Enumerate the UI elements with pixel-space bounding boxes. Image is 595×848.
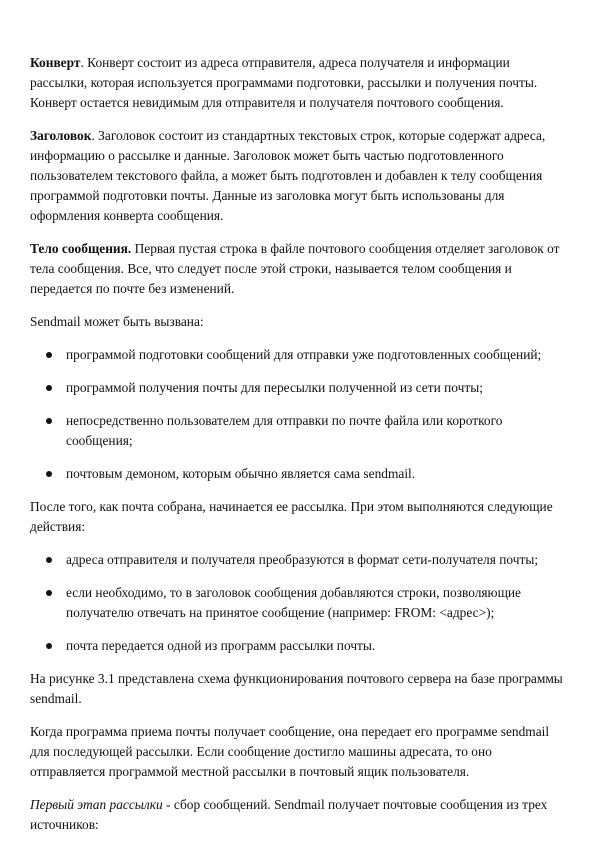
first-stage-paragraph	[30, 795, 566, 835]
actions-list-item: если необходимо, то в заголовок сообщения добавляются строки, позволяющие получателю отвечать на принятое сообщение (например: FROM: <адрес>);	[30, 583, 566, 623]
invocation-list-item: непосредственно пользователем для отправки по почте файла или короткого сообщения;	[30, 411, 566, 451]
envelope-text: . Конверт состоит из адреса отправителя, адреса получателя и информации рассылки, которая используется программами подготовки, рассылки и получения почты. Конверт остается невидимым для отправителя и получателя почтового сообщения.	[30, 55, 538, 110]
invocation-list-item: программой подготовки сообщений для отправки уже подготовленных сообщений;	[30, 345, 566, 365]
after-collect-paragraph: После того, как почта собрана, начинается ее рассылка. При этом выполняются следующие действия:	[30, 499, 553, 534]
header-text: . Заголовок состоит из стандартных текстовых строк, которые содержат адреса, информацию о рассылке и данные. Заголовок может быть частью подготовленного пользователем текстового файла, а может быть подготовлен и добавлен к телу сообщения программой подготовки почты. Данные из заголовка могут быть использованы для оформления конверта сообщения.	[30, 128, 546, 223]
invocation-list-item: программой получения почты для пересылки полученной из сети почты;	[30, 378, 566, 398]
header-paragraph	[30, 126, 566, 226]
invocation-list-item: почтовым демоном, которым обычно является сама sendmail.	[30, 464, 566, 484]
figure-reference-paragraph: На рисунке 3.1 представлена схема функционирования почтового сервера на базе программы sendmail.	[30, 671, 563, 706]
body-text: Первая пустая строка в файле почтового сообщения отделяет заголовок от тела сообщения. Все, что следует после этой строки, называется телом сообщения и передается по почте без изменений.	[30, 241, 560, 296]
envelope-term: Конверт	[30, 55, 81, 70]
actions-list-item: почта передается одной из программ рассылки почты.	[30, 636, 566, 656]
envelope-paragraph	[30, 53, 566, 113]
document-body	[30, 53, 566, 848]
actions-list-item: адреса отправителя и получателя преобразуются в формат сети-получателя почты;	[30, 550, 566, 570]
first-stage-text: - сбор сообщений. Sendmail получает почтовые сообщения из трех источников:	[30, 797, 548, 832]
first-stage-term: Первый этап рассылки	[30, 797, 163, 812]
actions-list	[30, 550, 566, 656]
receive-paragraph: Когда программа приема почты получает сообщение, она передает его программе sendmail для последующей рассылки. Если сообщение достигло машины адресата, то оно отправляется программой местной рассылки в почтовый ящик пользователя.	[30, 724, 550, 779]
body-paragraph	[30, 239, 566, 299]
body-term: Тело сообщения.	[30, 241, 132, 256]
header-term: Заголовок	[30, 128, 92, 143]
sendmail-intro-paragraph: Sendmail может быть вызвана:	[30, 314, 204, 329]
invocation-list	[30, 345, 566, 484]
